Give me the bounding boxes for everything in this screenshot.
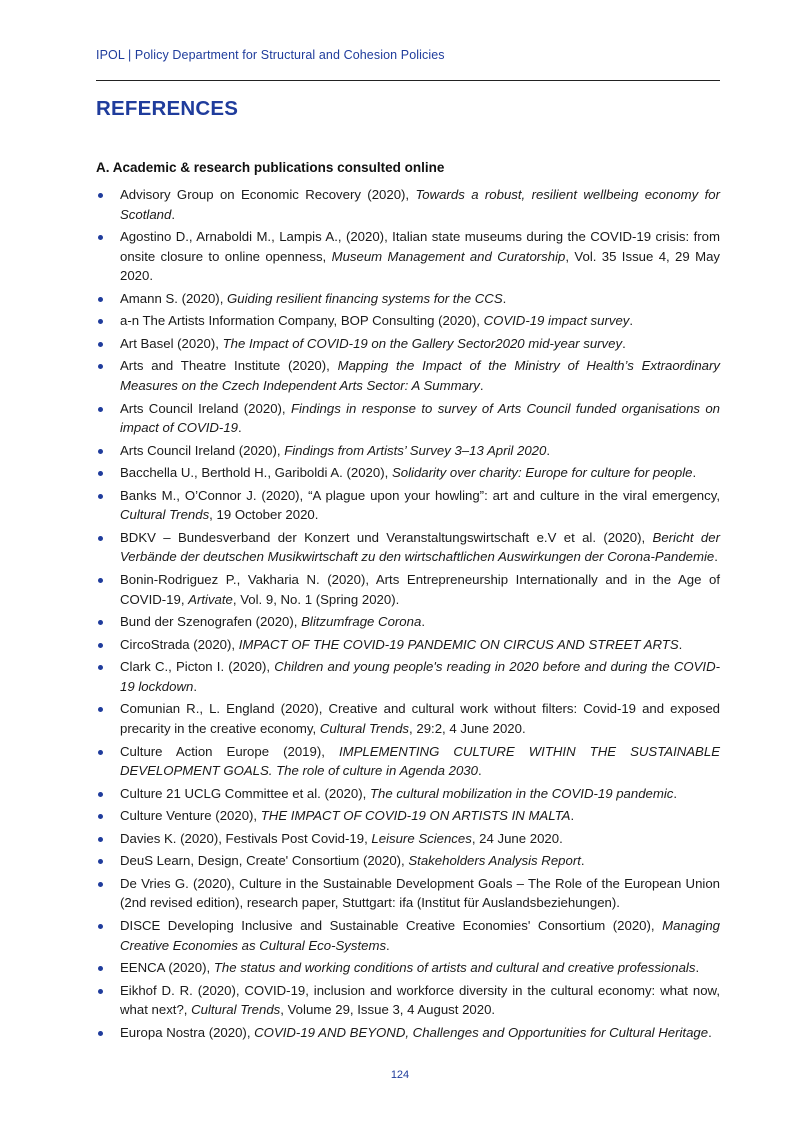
bullet-icon [98,235,103,240]
bullet-icon [98,494,103,499]
reference-text: Bund der Szenografen (2020), [120,614,302,630]
reference-title: Leisure Sciences [371,830,472,846]
bullet-icon [98,342,103,347]
reference-item [96,463,720,483]
reference-item [96,356,720,395]
section-heading: A. Academic & research publications consulted online [96,160,445,175]
reference-text: . [695,960,700,976]
bullet-icon [98,364,103,369]
reference-item [96,311,720,331]
header-divider [96,80,720,81]
reference-item [96,657,720,696]
reference-text: . [580,853,585,869]
reference-text: BDKV – Bundesverband der Konzert und Veranstaltungswirtschaft e.V et al. (2020), [120,529,653,545]
reference-item [96,806,720,826]
reference-title: COVID-19 AND BEYOND, Challenges and Opportunities for Cultural Heritage [254,1024,709,1040]
reference-item [96,829,720,849]
reference-item [96,635,720,655]
reference-text: De Vries G. (2020), Culture in the Sustainable Development Goals – The Role of the European Union (2nd revised edition), research paper, Stuttgart: ifa (Institut für Auslandsbeziehungen). [120,875,720,911]
bullet-icon [98,707,103,712]
reference-title: The cultural mobilization in the COVID-19 pandemic [369,785,674,801]
reference-item [96,784,720,804]
reference-title: Cultural Trends [319,720,410,736]
reference-text: Advisory Group on Economic Recovery (2020), [120,187,416,202]
reference-text: . [629,313,634,329]
reference-text: , Vol. 35 Issue 4, 29 May 2020. [120,248,721,284]
reference-item [96,742,720,781]
reference-text: Comunian R., L. England (2020), Creative and cultural work without filters: Covid-19 and exposed precarity in the creative economy, [120,701,720,736]
reference-item [96,874,720,913]
reference-title: Guiding resilient financing systems for the CCS [227,290,503,306]
reference-text: CircoStrada (2020), [120,636,239,652]
reference-text: . [502,290,507,306]
reference-item [96,334,720,354]
bullet-icon [98,578,103,583]
reference-item [96,1023,720,1043]
reference-title: Findings from Artists’ Survey 3–13 April 2020 [284,442,547,458]
reference-text: a-n The Artists Information Company, BOP Consulting (2020), [120,313,484,329]
reference-title: Managing Creative Economies as Cultural Eco-Systems [120,918,720,953]
bullet-icon [98,297,103,302]
bullet-icon [98,471,103,476]
reference-text: Europa Nostra (2020), [120,1024,255,1040]
reference-text: Art Basel (2020), [120,335,223,351]
reference-title: Bericht der Verbände der deutschen Musikwirtschaft zu den wirtschaftlichen Auswirkungen der Corona-Pandemie [120,529,720,565]
reference-text: Clark C., Picton I. (2020), [120,659,275,675]
reference-text: . [708,1024,712,1040]
reference-text: , 29:2, 4 June 2020. [409,720,526,736]
reference-text: , Vol. 9, No. 1 (Spring 2020). [232,591,400,607]
reference-title: Cultural Trends [191,1002,281,1018]
bullet-icon [98,859,103,864]
page-title: REFERENCES [96,97,239,120]
running-header: IPOL | Policy Department for Structural and Cohesion Policies [96,48,445,62]
reference-text: Davies K. (2020), Festivals Post Covid-19, [120,830,372,846]
reference-item [96,227,720,286]
reference-item [96,486,720,525]
reference-text: Arts Council Ireland (2020), [120,442,285,458]
reference-title: COVID-19 impact survey [483,313,630,329]
reference-item [96,699,720,738]
reference-item [96,981,720,1020]
page-number: 124 [390,1069,410,1081]
reference-title: Artivate [188,591,233,607]
reference-title: Findings in response to survey of Arts Council funded organisations on impact of COVID-19 [120,400,721,436]
reference-text: . [421,614,425,630]
reference-title: THE IMPACT OF COVID-19 ON ARTISTS IN MALTA [260,808,571,824]
reference-text: Culture Action Europe (2019), [120,743,339,759]
bullet-icon [98,792,103,797]
reference-text: Banks M., O’Connor J. (2020), “A plague upon your howling”: art and culture in the viral emergency, [120,487,720,503]
bullet-icon [98,966,103,971]
reference-text: . [193,678,197,694]
reference-list [96,185,720,1045]
bullet-icon [98,924,103,929]
reference-text: Bacchella U., Berthold H., Gariboldi A. (2020), [120,465,392,481]
reference-text: Eikhof D. R. (2020), COVID-19, inclusion and workforce diversity in the cultural economy: what now, what next?, [120,982,720,1018]
bullet-icon [98,750,103,755]
reference-text: . [386,937,390,953]
reference-text: Agostino D., Arnaboldi M., Lampis A., (2020), Italian state museums during the COVID-19 crisis: from onsite closure to online openness, [120,229,720,264]
reference-text: Amann S. (2020), [120,290,228,306]
reference-item [96,528,720,567]
bullet-icon [98,536,103,541]
reference-text: . [714,549,718,565]
reference-text: . [238,420,242,436]
reference-text: DeuS Learn, Design, Create' Consortium (2020), [120,853,409,869]
reference-text: DISCE Developing Inclusive and Sustainable Creative Economies' Consortium (2020), [120,918,663,934]
reference-item [96,958,720,978]
reference-item [96,441,720,461]
reference-title: The status and working conditions of artists and cultural and creative professionals [213,960,696,976]
reference-title: IMPACT OF THE COVID-19 PANDEMIC ON CIRCUS AND STREET ARTS [238,636,679,652]
reference-text: Culture 21 UCLG Committee et al. (2020), [120,785,370,801]
reference-text: Arts Council Ireland (2020), [120,400,291,416]
bullet-icon [98,837,103,842]
reference-item [96,612,720,632]
reference-title: Stakeholders Analysis Report [408,853,581,869]
reference-text: . [570,808,575,824]
reference-text: . [546,442,551,458]
reference-text: . [692,465,697,481]
bullet-icon [98,814,103,819]
bullet-icon [98,989,103,994]
reference-text: Arts and Theatre Institute (2020), [120,358,338,374]
reference-item [96,185,720,224]
bullet-icon [98,319,103,324]
reference-title: Cultural Trends [120,507,210,523]
reference-title: Solidarity over charity: Europe for culture for people [391,465,693,481]
bullet-icon [98,882,103,887]
reference-title: Museum Management and Curatorship [331,248,566,264]
bullet-icon [98,643,103,648]
reference-text: , 24 June 2020. [471,830,563,846]
reference-text: . [171,206,175,222]
bullet-icon [98,407,103,412]
bullet-icon [98,1031,103,1036]
bullet-icon [98,193,103,198]
reference-title: IMPLEMENTING CULTURE WITHIN THE SUSTAINABLE DEVELOPMENT GOALS. The role of culture in Agenda 2030 [120,743,720,778]
bullet-icon [98,665,103,670]
reference-text: Culture Venture (2020), [120,808,261,824]
bullet-icon [98,620,103,625]
reference-item [96,399,720,438]
reference-item [96,916,720,955]
reference-text: . [477,763,482,778]
reference-text: . [673,785,678,801]
reference-title: The Impact of COVID-19 on the Gallery Sector2020 mid-year survey [222,335,623,351]
reference-item [96,570,720,609]
bullet-icon [98,449,103,454]
reference-title: Mapping the Impact of the Ministry of Health’s Extraordinary Measures on the Czech Independent Arts Sector: A Summary [120,358,720,393]
reference-title: Blitzumfrage Corona [301,614,422,630]
reference-item [96,851,720,871]
reference-text: EENCA (2020), [120,960,214,976]
reference-text: , Volume 29, Issue 3, 4 August 2020. [280,1002,496,1018]
reference-text: . [678,636,683,652]
reference-title: Children and young people's reading in 2020 before and during the COVID-19 lockdown [120,659,720,694]
reference-text: , 19 October 2020. [209,507,319,523]
reference-title: Towards a robust, resilient wellbeing economy for Scotland [120,187,720,222]
reference-item [96,289,720,309]
reference-text: . [479,377,484,393]
reference-text: . [622,335,626,351]
reference-text: Bonin-Rodriguez P., Vakharia N. (2020), Arts Entrepreneurship Internationally and in the Age of COVID-19, [120,572,720,607]
